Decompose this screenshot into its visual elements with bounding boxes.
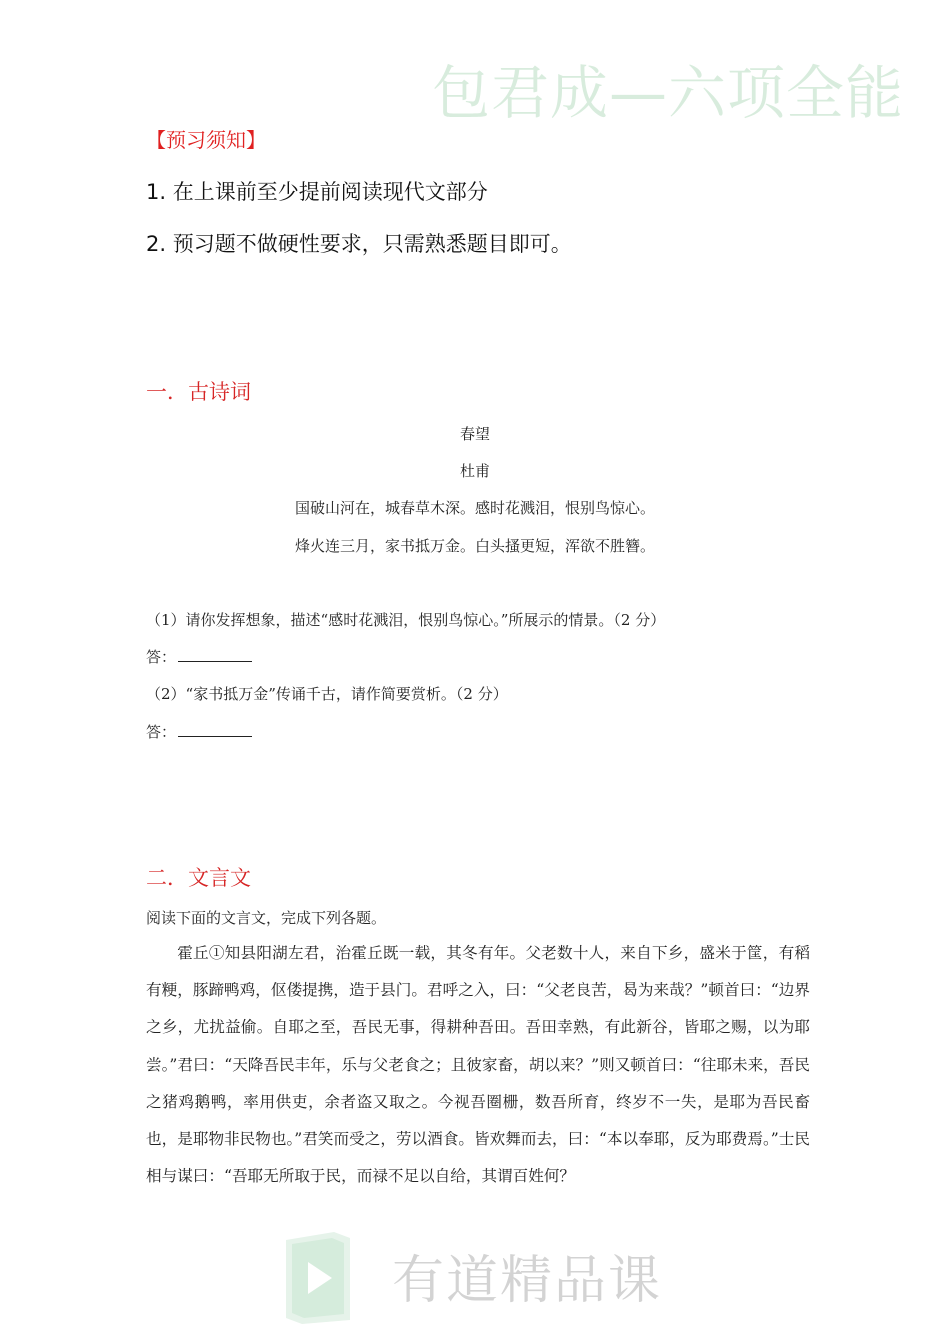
answer-line-2 — [146, 721, 252, 742]
question-1: （1）请你发挥想象，描述“感时花溅泪，恨别鸟惊心。”所展示的情景。（2 分） — [146, 611, 666, 629]
watermark-footer: 有道精品课 — [392, 1251, 663, 1311]
reading-instruction: 阅读下面的文言文，完成下列各题。 — [146, 909, 387, 927]
question-2: （2）“家书抵万金”传诵千古，请作简要赏析。（2 分） — [146, 685, 508, 703]
answer-blank[interactable] — [178, 722, 252, 737]
answer-line-1 — [146, 646, 252, 667]
poem-line-2: 烽火连三月，家书抵万金。白头搔更短，浑欲不胜簪。 — [294, 537, 655, 555]
play-logo-icon — [282, 1228, 354, 1324]
notice-item-1: 1. 在上课前至少提前阅读现代文部分 — [146, 180, 488, 204]
answer-label: 答： — [146, 648, 177, 666]
classical-passage: 霍丘①知县阳湖左君，治霍丘既一载，其冬有年。父老数十人，来自下乡，盛米于筐，有稻有粳，豚蹄鸭鸡，伛偻提携，造于县门。君呼之入，曰：“父老良苦，曷为来哉？”顿首曰：“边界之乡，尤扰益偷。自耶之至，吾民无事，得耕种吾田。吾田幸熟，有此新谷，皆耶之赐，以为耶尝。”君曰：“天降吾民丰年，乐与父老食之；且彼家畜，胡以来？”则又顿首曰：“往耶未来，吾民之猪鸡鹅鸭，率用供吏，余者盗又取之。今视吾圈栅，数吾所育，终岁不一失，是耶为吾民畜也，是耶物非民物也。”君笑而受之，劳以酒食。皆欢舞而去，曰：“本以奉耶，反为耶费焉。”士民相与谋曰：“吾耶无所取于民，而禄不足以自给，其谓百姓何？ — [146, 944, 810, 1186]
notice-item-2: 2. 预习题不做硬性要求，只需熟悉题目即可。 — [146, 232, 572, 256]
poem-title: 春望 — [459, 425, 490, 443]
notice-title: 【预习须知】 — [146, 128, 266, 152]
answer-blank[interactable] — [178, 647, 252, 662]
poem-author: 杜甫 — [459, 462, 490, 480]
watermark-header: 包君成—六项全能 — [432, 59, 905, 127]
poem-line-1: 国破山河在，城春草木深。感时花溅泪，恨别鸟惊心。 — [294, 499, 655, 517]
answer-label: 答： — [146, 723, 177, 741]
section-title-classical: 二．文言文 — [146, 866, 251, 890]
section-title-poetry: 一．古诗词 — [146, 380, 251, 404]
